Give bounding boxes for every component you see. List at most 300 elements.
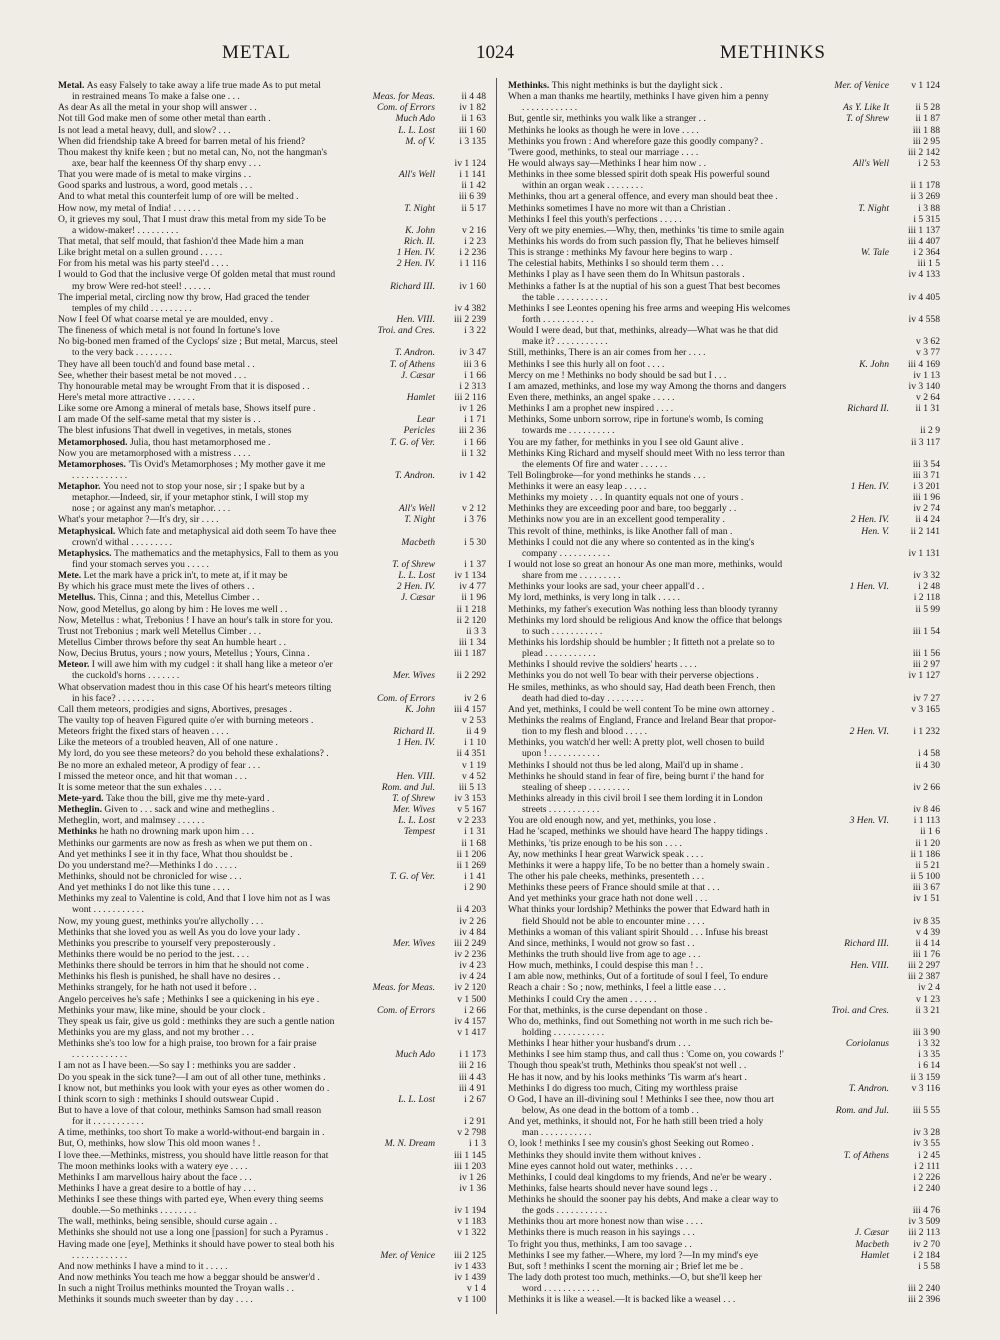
quotation-text: Methinks my lord should be religious And know the office that belongs [508, 614, 783, 626]
quotation-text: Methinks it were an easy leap . . . . . [508, 481, 647, 493]
entry-line [58, 1116, 486, 1127]
entry-text [58, 1294, 432, 1305]
play-reference: K. John [405, 703, 435, 715]
act-scene-line: iv 4 133 [908, 269, 940, 281]
entry-line [58, 659, 486, 670]
entry-line [58, 136, 486, 147]
entry-text [58, 1038, 432, 1049]
quotation-text: By which his grace must mete the lives of others . . [58, 581, 255, 593]
act-scene-line: iii 6 39 [458, 191, 486, 203]
play-reference: Rich. II. [403, 235, 435, 247]
quotation-text: But to have a love of that colour, methinks Samson had small reason [58, 1104, 322, 1116]
quotation-text: Methinks there should be terrors in him that he should not come . [58, 960, 309, 972]
quotation-text: Methinks they are exceeding poor and bare, too beggarly . . [508, 503, 737, 515]
entry-text [58, 203, 401, 214]
entry-text [508, 670, 886, 681]
act-scene-line: iii 1 76 [912, 948, 940, 960]
act-scene-line: i 2 48 [918, 581, 940, 593]
quotation-text: a widow-maker! . . . . . . . . . [72, 224, 179, 236]
entry-text [58, 281, 387, 292]
entry-text [58, 782, 379, 793]
entry-text [58, 125, 395, 136]
entry-line [58, 815, 486, 826]
entry-line [58, 604, 486, 615]
entry-line [58, 347, 486, 358]
quotation-text: I am amazed, methinks, and lose my way Among the thorns and dangers [508, 380, 787, 392]
right-column [508, 80, 940, 1320]
act-scene-line: iv 1 26 [459, 403, 486, 415]
quotation-text: make it? . . . . . . . . . . . [522, 336, 608, 348]
quotation-text: Methinks it sounds much sweeter than by day . . . . [58, 1294, 253, 1306]
play-reference: 1 Hen. IV. [396, 737, 435, 749]
entry-line [58, 882, 486, 893]
quotation-text: Methinks it were a happy life, To be no better than a homely swain . [508, 859, 770, 871]
entry-line [58, 158, 486, 169]
entry-line [508, 203, 940, 214]
entry-line [508, 1060, 940, 1071]
entry-line [58, 325, 486, 336]
play-reference: Much Ado [395, 113, 435, 125]
entry-line [508, 292, 940, 303]
quotation-text: I love thee.—Methinks, mistress, you should have little reason for that [58, 1149, 329, 1161]
act-scene-line: v 3 77 [916, 347, 940, 359]
quotation-text: I am made Of the self-same metal that my sister is . . [58, 414, 261, 426]
entry-text [58, 1049, 392, 1060]
act-scene-line: iv 8 35 [913, 915, 940, 927]
entry-line [58, 258, 486, 269]
entry-line [58, 626, 486, 637]
quotation-text: Methinks she should not use a long one [passion] for such a Pyramus . [58, 1227, 329, 1239]
entry-text [508, 927, 886, 938]
entry-text [508, 570, 886, 581]
act-scene-line: ii 4 203 [456, 904, 486, 916]
quotation-text: That you were made of is metal to make virgins . . [58, 169, 251, 181]
entry-text [508, 1038, 843, 1049]
quotation-text: Now, my young guest, methinks you're allycholly . . . [58, 915, 264, 927]
act-scene-line: v 1 322 [457, 1227, 486, 1239]
act-scene-line: i 2 90 [464, 882, 486, 894]
entry-text [58, 548, 432, 559]
entry-text [508, 860, 886, 871]
entry-line [58, 782, 486, 793]
entry-line [508, 470, 940, 481]
entry-text [58, 871, 387, 882]
entry-text [508, 526, 858, 537]
quotation-text: Methinks King Richard and myself should meet With no less terror than [508, 447, 785, 459]
play-reference: J. Cæsar [400, 592, 435, 604]
quotation-text: When did friendship take A breed for barren metal of his friend? [58, 135, 305, 147]
entry-text [58, 292, 432, 303]
act-scene-line: iii 2 297 [908, 960, 940, 972]
entry-line [58, 392, 486, 403]
play-reference: Richard II. [847, 403, 889, 415]
entry-line [58, 225, 486, 236]
quotation-text: Methinks, my father's execution Was nothing less than bloody tyranny [508, 603, 778, 615]
act-scene-line: i 2 240 [913, 1182, 940, 1194]
entry-text [58, 147, 432, 158]
entry-headword: Meteor. [58, 659, 92, 671]
quotation-text: Given to . . . sack and wine and metheglins . [104, 804, 275, 816]
quotation-text: Though thou speak'st truth, Methinks thou speak'st not well . . [508, 1060, 747, 1072]
entry-line [508, 1116, 940, 1127]
entry-text [508, 381, 886, 392]
entry-text [58, 1161, 432, 1172]
quotation-text: And yet methinks I do not like this tune . . . . [58, 882, 230, 894]
entry-text [58, 592, 398, 603]
act-scene-line: i 4 58 [918, 748, 940, 760]
entry-text [508, 737, 886, 748]
entry-text [508, 403, 844, 414]
quotation-text: Like the meteors of a troubled heaven, All of one nature . [58, 737, 278, 749]
play-reference: T. of Shrew [392, 793, 435, 804]
quotation-text: Methinks you frown : And wherefore gaze this goodly company? . [508, 135, 763, 147]
entry-line [58, 492, 486, 503]
act-scene-line: ii 2 9 [920, 425, 940, 437]
quotation-text: A time, methinks, too short To make a world-without-end bargain in . [58, 1127, 325, 1139]
entry-text [58, 1072, 432, 1083]
quotation-text: within an organ weak . . . . . . . . [522, 180, 644, 192]
act-scene-line: iv 3 153 [454, 793, 486, 804]
entry-text [58, 938, 390, 949]
act-scene-line: v 2 233 [457, 815, 486, 827]
act-scene-line: iii 2 142 [908, 146, 940, 158]
quotation-text: Methinks your looks are sad, your cheer appall'd . . [508, 581, 705, 593]
act-scene-line: i 2 364 [913, 247, 940, 259]
entry-line [508, 437, 940, 448]
entry-line [58, 548, 486, 559]
act-scene-line: v 2 64 [916, 391, 940, 403]
entry-text [508, 169, 886, 180]
entry-line [508, 481, 940, 492]
act-scene-line: ii 4 9 [466, 726, 486, 738]
entry-line [508, 136, 940, 147]
act-scene-line: i 1 10 [464, 737, 486, 749]
entry-line [58, 1150, 486, 1161]
entry-text [58, 648, 432, 659]
play-reference: Rom. and Jul. [381, 781, 435, 793]
entry-line [508, 169, 940, 180]
quotation-text: Very oft we pity enemies.—Why, then, methinks 'tis time to smile again [508, 224, 785, 236]
entry-line [508, 381, 940, 392]
entry-text [508, 782, 886, 793]
entry-text [58, 247, 394, 258]
act-scene-line: v 2 16 [462, 224, 486, 236]
entry-line [508, 269, 940, 280]
entry-text [58, 682, 432, 693]
act-scene-line: iv 2 236 [454, 948, 486, 960]
play-reference: Pericles [403, 425, 435, 437]
entry-line [58, 748, 486, 759]
play-reference: Hen. VIII. [850, 960, 889, 972]
quotation-text: This revolt of thine, methinks, is like Another fall of man . [508, 525, 733, 537]
entry-line [508, 91, 940, 102]
play-reference: T. G. of Ver. [389, 870, 435, 882]
entry-text [508, 882, 886, 893]
quotation-text: The mathematics and the metaphysics, Fall to them as you [113, 547, 339, 559]
entry-text [508, 1283, 886, 1294]
quotation-text: Angelo perceives he's safe ; Methinks I see a quickening in his eye . [58, 993, 320, 1005]
act-scene-line: ii 2 292 [456, 670, 486, 682]
entry-text [508, 1083, 846, 1094]
entry-text [58, 392, 404, 403]
entry-text [58, 670, 390, 681]
act-scene-line: ii 1 68 [461, 837, 486, 849]
quotation-text: wont . . . . . . . . . . . [72, 904, 144, 916]
quotation-text: Methinks, thou art a general offence, and every man should beat thee . [508, 191, 778, 203]
entry-text [58, 904, 432, 915]
entry-text [508, 91, 886, 102]
entry-line [58, 1072, 486, 1083]
act-scene-line: iv 1 433 [454, 1260, 486, 1272]
entry-line [508, 459, 940, 470]
entry-text [58, 615, 432, 626]
entry-line [58, 91, 486, 102]
entry-text [508, 1094, 886, 1105]
act-scene-line: i 1 71 [464, 414, 486, 426]
quotation-text: Methinks in thee some blessed spirit doth speak His powerful sound [508, 169, 770, 181]
entry-line [508, 1216, 940, 1227]
entry-line [508, 982, 940, 993]
quotation-text: And yet methinks your grace hath not done well . . . [508, 893, 708, 905]
entry-line [508, 882, 940, 893]
quotation-text: Methinks I could not die any where so contented as in the king's [508, 536, 755, 548]
quotation-text: Thou makest thy knife keen ; but no metal can, No, not the hangman's [58, 146, 327, 158]
act-scene-line: iv 1 51 [913, 893, 940, 905]
entry-text [58, 1205, 432, 1216]
quotation-text: Ay, now methinks I hear great Warwick speak . . . . [508, 848, 704, 860]
play-reference: Hen. VIII. [396, 770, 435, 782]
quotation-text: This night methinks is but the daylight sick . [551, 80, 723, 91]
quotation-text: Now I feel Of what coarse metal ye are moulded, envy . [58, 313, 273, 325]
play-reference: T. of Shrew [392, 559, 435, 571]
act-scene-line: iii 2 36 [458, 425, 486, 437]
quotation-text: Would I were dead, but that, methinks, already—What was he that did [508, 325, 778, 337]
entry-line [508, 548, 940, 559]
entry-text [508, 1294, 886, 1305]
quotation-text: Like bright metal on a sullen ground . . . . . [58, 247, 223, 259]
quotation-text: How much, methinks, I could despise this man ! . . [508, 960, 704, 972]
play-reference: T. Night [858, 202, 889, 214]
entry-line [508, 281, 940, 292]
entry-line [508, 514, 940, 525]
act-scene-line: ii 1 186 [910, 848, 940, 860]
quotation-text: Methinks he looks as though he were in love . . . . [508, 124, 699, 136]
entry-line [58, 871, 486, 882]
play-reference: 1 Hen. IV. [850, 481, 889, 493]
entry-line [508, 704, 940, 715]
entry-line [58, 1227, 486, 1238]
act-scene-line: i 3 201 [913, 481, 940, 493]
entry-line [58, 459, 486, 470]
act-scene-line: iv 4 77 [459, 581, 486, 593]
entry-text [58, 581, 394, 592]
quotation-text: Methinks, you watch'd her well: A pretty plot, well chosen to build [508, 737, 765, 749]
entry-line [508, 158, 940, 169]
quotation-text: Who do, methinks, find out Something not worth in me such rich be- [508, 1015, 773, 1027]
entry-text [508, 793, 886, 804]
entry-line [58, 1250, 486, 1261]
play-reference: T. Andron. [848, 1082, 889, 1094]
play-reference: Tempest [403, 826, 435, 838]
quotation-text: Be no more an exhaled meteor, A prodigy of fear . . . [58, 759, 261, 771]
entry-text [58, 359, 387, 370]
act-scene-line: iii 1 145 [454, 1149, 486, 1161]
entry-text [508, 893, 886, 904]
entry-text [58, 236, 401, 247]
play-reference: W. Tale [860, 247, 889, 259]
quotation-text: Methinks it is like a weasel.—It is backed like a weasel . . . [508, 1294, 736, 1306]
act-scene-line: iv 4 24 [459, 971, 486, 983]
quotation-text: the table . . . . . . . . . . . [522, 291, 608, 303]
act-scene-line: iv 2 26 [459, 915, 486, 927]
play-reference: All's Well [852, 157, 889, 169]
play-reference: J. Cæsar [400, 369, 435, 381]
play-reference: Mer. of Venice [380, 1249, 435, 1261]
quotation-text: metaphor.—Indeed, sir, if your metaphor stink, I will stop my [72, 492, 309, 504]
act-scene-line: iii 3 6 [463, 358, 486, 370]
act-scene-line: iv 2 120 [454, 982, 486, 994]
entry-text [508, 581, 847, 592]
entry-line [508, 682, 940, 693]
quotation-text: And yet, methinks, it should not, For he hath still been tried a holy [508, 1116, 764, 1128]
entry-line [58, 1094, 486, 1105]
act-scene-line: iii 5 55 [912, 1104, 940, 1116]
entry-line [508, 559, 940, 570]
entry-line [58, 1216, 486, 1227]
act-scene-line: iv 4 382 [454, 302, 486, 314]
act-scene-line: v 3 165 [911, 703, 940, 715]
entry-text [508, 1049, 886, 1060]
entry-text [508, 80, 831, 91]
entry-line [58, 1005, 486, 1016]
entry-text [508, 615, 886, 626]
entry-line [508, 214, 940, 225]
play-reference: Coriolanus [845, 1038, 889, 1050]
act-scene-line: i 2 313 [459, 380, 486, 392]
quotation-text: For from his metal was his party steel'd . . . . [58, 258, 229, 270]
act-scene-line: ii 5 17 [461, 202, 486, 214]
quotation-text: Reach a chair : So ; now, methinks, I feel a little ease . . . [508, 982, 726, 994]
act-scene-line: v 1 183 [457, 1216, 486, 1228]
entry-text [508, 425, 886, 436]
entry-line [508, 871, 940, 882]
entry-line [508, 860, 940, 871]
entry-line [508, 570, 940, 581]
entry-line [58, 893, 486, 904]
entry-headword: Methinks [58, 826, 100, 838]
entry-line [58, 559, 486, 570]
quotation-text: How now, my metal of India! . . . . . . [58, 202, 201, 214]
quotation-text: O, look ! methinks I see my cousin's ghost Seeking out Romeo . [508, 1138, 754, 1150]
quotation-text: Julia, thou hast metamorphosed me . [129, 436, 271, 448]
entry-line [508, 537, 940, 548]
entry-text [508, 548, 886, 559]
act-scene-line: iii 1 60 [458, 124, 486, 136]
entry-text [58, 994, 432, 1005]
quotation-text: I know not, but methinks you look with your eyes as other women do . [58, 1082, 330, 1094]
play-reference: M. N. Dream [384, 1138, 435, 1150]
quotation-text: plead . . . . . . . . . . . [522, 648, 596, 660]
entry-text [508, 1072, 886, 1083]
act-scene-line: v 1 19 [462, 759, 486, 771]
entry-text [58, 425, 401, 436]
entry-line [58, 581, 486, 592]
quotation-text: What thinks your lordship? Methinks the power that Edward hath in [508, 904, 770, 916]
entry-text [58, 1183, 432, 1194]
act-scene-line: i 2 66 [464, 1004, 486, 1016]
act-scene-line: ii 3 21 [915, 1004, 940, 1016]
quotation-text: Methinks our garments are now as fresh as when we put them on . [58, 837, 313, 849]
entry-text [508, 715, 886, 726]
act-scene-line: v 1 500 [457, 993, 486, 1005]
quotation-text: Methinks, should not be chronicled for wise . . . [58, 870, 242, 882]
entry-text [508, 336, 886, 347]
entry-line [58, 470, 486, 481]
entry-text [58, 804, 390, 815]
act-scene-line: iii 4 76 [912, 1205, 940, 1217]
play-reference: Much Ado [395, 1049, 435, 1061]
entry-text [58, 1138, 382, 1149]
entry-text [508, 1239, 852, 1250]
quotation-text: Methinks I should not thus be led along, Mail'd up in shame . [508, 759, 744, 771]
act-scene-line: v 4 39 [916, 926, 940, 938]
entry-text [508, 682, 886, 693]
quotation-text: Methinks my zeal to Valentine is cold, And that I love him not as I was [58, 893, 331, 905]
entry-line [58, 1294, 486, 1305]
act-scene-line: iii 2 125 [454, 1249, 486, 1261]
act-scene-line: iii 2 95 [912, 135, 940, 147]
quotation-text: company . . . . . . . . . . . [522, 547, 610, 559]
act-scene-line: ii 5 100 [910, 870, 940, 882]
entry-text [58, 982, 370, 993]
entry-text [58, 849, 432, 860]
play-reference: Meas. for Meas. [372, 91, 435, 103]
quotation-text: . . . . . . . . . . . . [72, 469, 128, 481]
entry-text [58, 1005, 374, 1016]
entry-line [58, 904, 486, 915]
act-scene-line: ii 2 120 [456, 614, 486, 626]
entry-line [58, 403, 486, 414]
quotation-text: And yet methinks I see it in thy face, What thou shouldst be . [58, 848, 293, 860]
entry-text [58, 793, 389, 804]
quotation-text: temples of my child . . . . . . . . . [72, 302, 192, 314]
act-scene-line: iv 1 13 [913, 369, 940, 381]
entry-line [58, 503, 486, 514]
entry-line [58, 1016, 486, 1027]
entry-text [508, 1161, 886, 1172]
act-scene-line: iv 4 558 [908, 313, 940, 325]
quotation-text: You are my father, for methinks in you I see old Gaunt alive . [508, 436, 744, 448]
entry-line [58, 191, 486, 202]
entry-line [58, 169, 486, 180]
quotation-text: It is some meteor that the sun exhales . . . . [58, 781, 222, 793]
entry-line [508, 448, 940, 459]
act-scene-line: i 3 22 [464, 325, 486, 337]
act-scene-line: ii 4 24 [915, 514, 940, 526]
quotation-text: Methinks now you are in an excellent good temperality . [508, 514, 725, 526]
play-reference: Mer. Wives [392, 937, 435, 949]
quotation-text: below, As one dead in the bottom of a tomb . . [522, 1104, 699, 1116]
quotation-text: Metheglin, wort, and malmsey . . . . . . [58, 815, 205, 827]
act-scene-line: ii 5 99 [915, 603, 940, 615]
act-scene-line: iv 1 194 [454, 1205, 486, 1217]
entry-line [508, 693, 940, 704]
play-reference: T. Andron. [394, 469, 435, 481]
act-scene-line: iii 2 16 [458, 1060, 486, 1072]
quotation-text: What observation madest thou in this case Of his heart's meteors tilting [58, 681, 332, 693]
quotation-text: field Should not be able to encounter mine . . . . [522, 915, 705, 927]
quotation-text: O, it grieves my soul, That I must draw this metal from my side To be [58, 213, 326, 225]
